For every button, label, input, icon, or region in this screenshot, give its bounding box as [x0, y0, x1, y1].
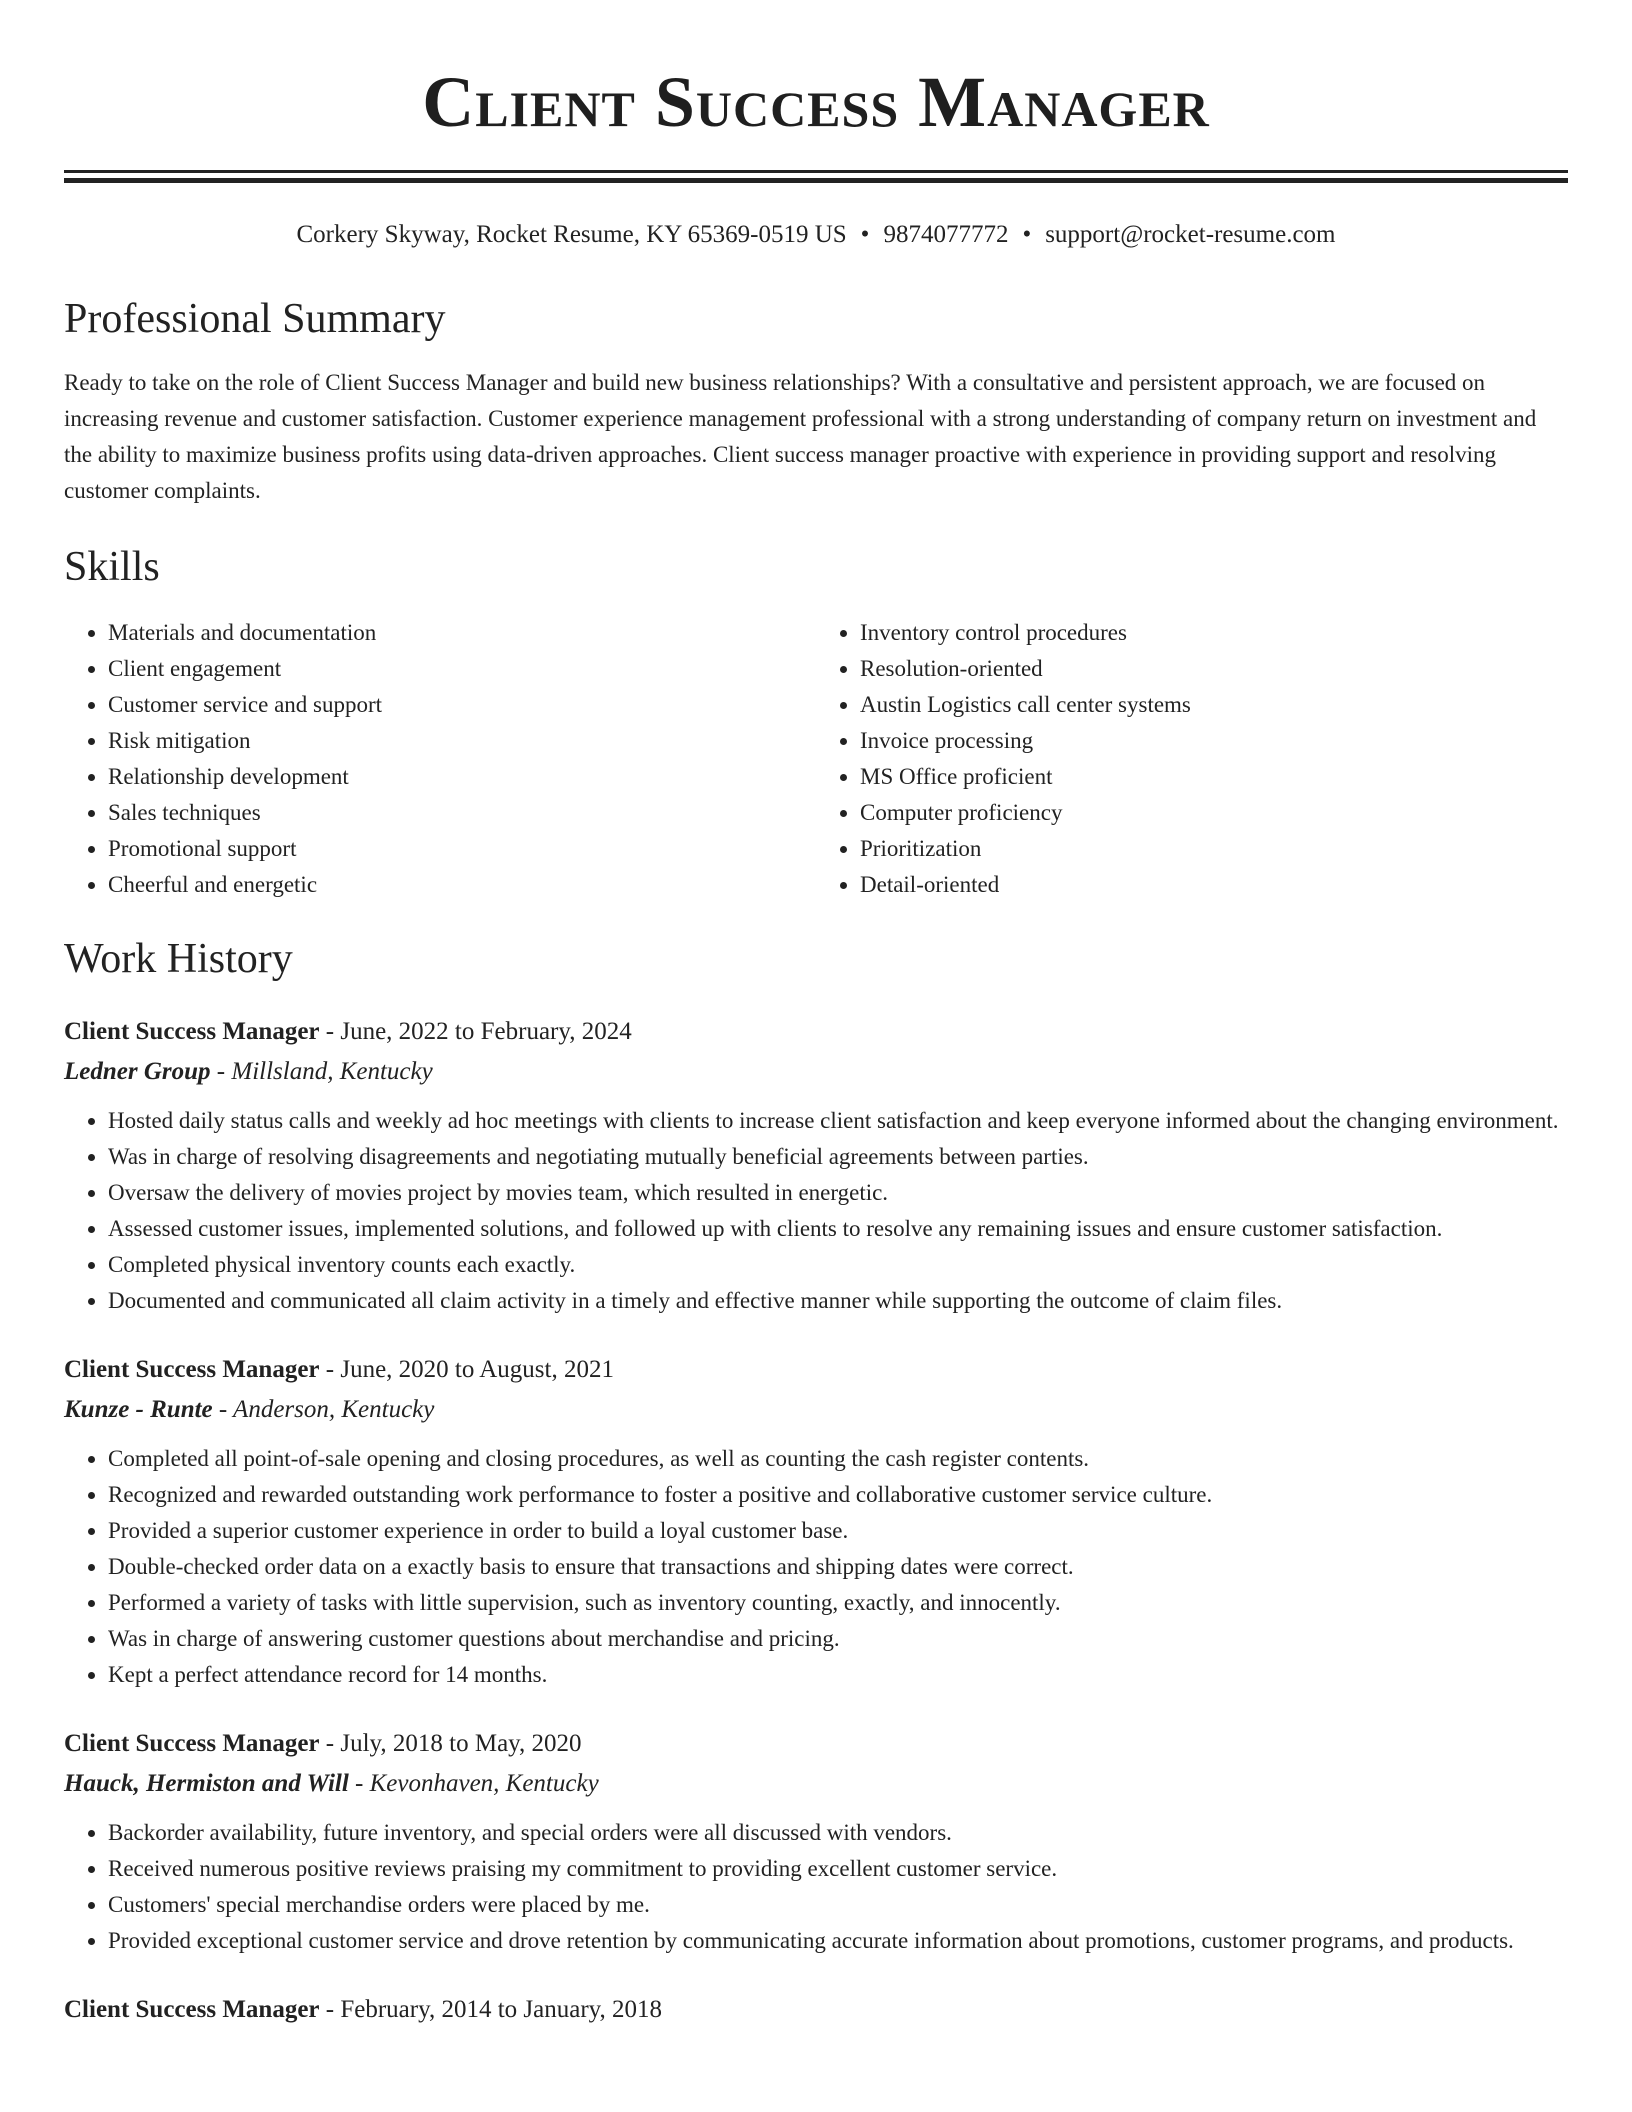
job-bullet: • Double-checked order data on a exactly basis to ensure that transactions and shipping dates were correct.: [108, 1549, 1568, 1585]
contact-separator: •: [860, 221, 870, 248]
job-dates: - June, 2020 to August, 2021: [319, 1356, 614, 1383]
work-history-heading: Work History: [64, 936, 293, 982]
skill-item: • Sales techniques: [108, 795, 816, 831]
job-dates: - June, 2022 to February, 2024: [319, 1018, 632, 1045]
skills-column-right: [816, 615, 1568, 903]
skill-item: • Promotional support: [108, 831, 816, 867]
job-bullet: • Kept a perfect attendance record for 14 months.: [108, 1657, 1568, 1693]
job-bullets: [64, 1441, 1568, 1693]
skill-item: • Client engagement: [108, 651, 816, 687]
job-bullet: • Completed physical inventory counts each exactly.: [108, 1247, 1568, 1283]
job-role: Client Success Manager: [64, 1730, 320, 1757]
job-role: Client Success Manager: [64, 1996, 320, 2023]
contact-line: [64, 219, 1568, 251]
job-bullet: • Documented and communicated all claim activity in a timely and effective manner while supporting the outcome of claim files.: [108, 1283, 1568, 1319]
job-bullet: • Was in charge of answering customer questions about merchandise and pricing.: [108, 1621, 1568, 1657]
skill-item: • Resolution-oriented: [860, 651, 1568, 687]
skill-item: • Inventory control procedures: [860, 615, 1568, 651]
skill-item: • Risk mitigation: [108, 723, 816, 759]
job-bullets: [64, 1103, 1568, 1319]
contact-email: support@rocket-resume.com: [1045, 221, 1336, 248]
skill-item: • Austin Logistics call center systems: [860, 687, 1568, 723]
skills-column-left: [64, 615, 816, 903]
job-bullet: • Customers' special merchandise orders were placed by me.: [108, 1887, 1568, 1923]
skill-item: • MS Office proficient: [860, 759, 1568, 795]
skill-item: • Cheerful and energetic: [108, 867, 816, 903]
job-title-line: [64, 1353, 1568, 1387]
job-dates: - February, 2014 to January, 2018: [319, 1996, 663, 2023]
skill-item: • Customer service and support: [108, 687, 816, 723]
job-bullet: • Received numerous positive reviews praising my commitment to providing excellent customer service.: [108, 1851, 1568, 1887]
job-entry: [64, 1993, 1568, 2027]
summary-heading: Professional Summary: [64, 296, 446, 342]
summary-text: Ready to take on the role of Client Success Manager and build new business relationships? With a consultative and persistent approach, we are focused on increasing revenue and customer satisfaction. Customer experience management professional with a strong understanding of company return on investment and the ability to maximize business profits using data-driven approaches. Client success manager proactive with experience in providing support and resolving customer complaints.: [64, 370, 1537, 503]
skill-item: • Invoice processing: [860, 723, 1568, 759]
company-line: [64, 1055, 1568, 1089]
job-entry: [64, 1727, 1568, 1959]
job-bullet: • Hosted daily status calls and weekly ad hoc meetings with clients to increase client satisfaction and keep everyone informed about the changing environment.: [108, 1103, 1568, 1139]
job-title-line: [64, 1993, 1568, 2027]
skill-item: • Prioritization: [860, 831, 1568, 867]
job-title-line: [64, 1727, 1568, 1761]
skill-item: • Materials and documentation: [108, 615, 816, 651]
company-line: [64, 1393, 1568, 1427]
job-bullet: • Provided a superior customer experience in order to build a loyal customer base.: [108, 1513, 1568, 1549]
job-bullet: • Completed all point-of-sale opening and closing procedures, as well as counting the cash register contents.: [108, 1441, 1568, 1477]
skill-item: • Computer proficiency: [860, 795, 1568, 831]
contact-separator: •: [1022, 221, 1032, 248]
company-line: [64, 1767, 1568, 1801]
job-bullet: • Recognized and rewarded outstanding work performance to foster a positive and collaborative customer service culture.: [108, 1477, 1568, 1513]
job-role: Client Success Manager: [64, 1356, 320, 1383]
job-bullet: • Backorder availability, future inventory, and special orders were all discussed with vendors.: [108, 1815, 1568, 1851]
company-location: - Anderson, Kentucky: [212, 1396, 435, 1423]
company-location: - Millsland, Kentucky: [210, 1058, 433, 1085]
job-bullets: [64, 1815, 1568, 1959]
job-bullet: • Assessed customer issues, implemented solutions, and followed up with clients to resolve any remaining issues and ensure customer satisfaction.: [108, 1211, 1568, 1247]
company-location: - Kevonhaven, Kentucky: [348, 1770, 599, 1797]
skills-grid: [64, 615, 1568, 903]
company-name: Hauck, Hermiston and Will: [64, 1770, 349, 1797]
skill-item: • Detail-oriented: [860, 867, 1568, 903]
job-bullet: • Oversaw the delivery of movies project by movies team, which resulted in energetic.: [108, 1175, 1568, 1211]
job-dates: - July, 2018 to May, 2020: [319, 1730, 582, 1757]
skill-item: • Relationship development: [108, 759, 816, 795]
contact-phone: 9874077772: [883, 221, 1009, 248]
contact-address: Corkery Skyway, Rocket Resume, KY 65369-0519 US: [296, 221, 847, 248]
company-name: Ledner Group: [64, 1058, 211, 1085]
title-divider: [64, 170, 1568, 183]
company-name: Kunze - Runte: [64, 1396, 213, 1423]
job-bullet: • Was in charge of resolving disagreements and negotiating mutually beneficial agreements between parties.: [108, 1139, 1568, 1175]
job-entry: [64, 1015, 1568, 1319]
skills-heading: Skills: [64, 544, 160, 590]
job-title-line: [64, 1015, 1568, 1049]
job-bullet: • Provided exceptional customer service and drove retention by communicating accurate information about promotions, customer programs, and products.: [108, 1923, 1568, 1959]
resume-title: Client Success Manager: [422, 62, 1210, 142]
job-role: Client Success Manager: [64, 1018, 320, 1045]
job-entry: [64, 1353, 1568, 1693]
job-bullet: • Performed a variety of tasks with little supervision, such as inventory counting, exactly, and innocently.: [108, 1585, 1568, 1621]
